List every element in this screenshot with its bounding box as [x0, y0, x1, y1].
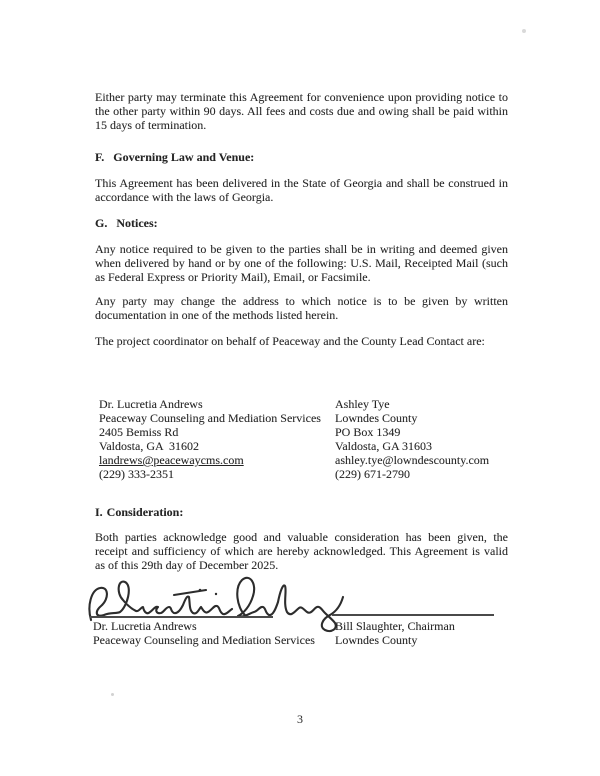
- contact-organization: Peaceway Counseling and Mediation Services: [99, 411, 321, 425]
- contact-po-box: PO Box 1349: [335, 425, 401, 439]
- section-title: Governing Law and Venue:: [113, 150, 255, 164]
- contact-city-state-zip: Valdosta, GA 31602: [99, 439, 199, 453]
- contact-block-county: [335, 397, 580, 481]
- signatory-county: [335, 619, 455, 647]
- section-label: F.: [95, 150, 105, 164]
- signatory-peaceway: [93, 619, 315, 647]
- section-heading-governing-law: [95, 150, 508, 164]
- signature-line-county: [332, 614, 494, 616]
- section-title: Consideration:: [106, 505, 184, 519]
- page-number: 3: [297, 712, 303, 726]
- signatory-organization: Peaceway Counseling and Mediation Services: [93, 633, 315, 647]
- scan-speck: [522, 29, 526, 33]
- consideration-paragraph: Both parties acknowledge good and valuable consideration has been given, the receipt and sufficiency of which are hereby acknowledged. This Agreement is valid as of this 29th day of December 2025.: [95, 530, 508, 572]
- contact-block-peaceway: [99, 397, 344, 481]
- section-label: G.: [95, 216, 108, 230]
- contact-organization: Lowndes County: [335, 411, 418, 425]
- section-heading-notices: [95, 216, 508, 230]
- contact-phone: (229) 671-2790: [335, 467, 410, 481]
- contact-name: Ashley Tye: [335, 397, 390, 411]
- contact-name: Dr. Lucretia Andrews: [99, 397, 203, 411]
- notices-paragraph-2: Any party may change the address to which notice is to be given by written documentation in one of the methods listed herein.: [95, 294, 508, 322]
- notices-paragraph-1: Any notice required to be given to the parties shall be in writing and deemed given when delivered by hand or by one of the following: U.S. Mail, Receipted Mail (such as Federal Express or Priority Mail), Email, or Facsimile.: [95, 242, 508, 284]
- contact-email: landrews@peacewaycms.com: [99, 453, 244, 467]
- contact-phone: (229) 333-2351: [99, 467, 174, 481]
- termination-paragraph: Either party may terminate this Agreement for convenience upon providing notice to the other party within 90 days. All fees and costs due and owing shall be paid within 15 days of termination.: [95, 90, 508, 132]
- governing-law-paragraph: This Agreement has been delivered in the State of Georgia and shall be construed in accordance with the laws of Georgia.: [95, 176, 508, 204]
- section-heading-consideration: [95, 505, 508, 519]
- signature-line-peaceway: [90, 616, 273, 618]
- section-title: Notices:: [116, 216, 158, 230]
- contact-email: ashley.tye@lowndescounty.com: [335, 453, 490, 467]
- signatory-printed-name: Dr. Lucretia Andrews: [93, 619, 197, 633]
- scan-speck: [111, 693, 114, 696]
- signatory-printed-name: Bill Slaughter, Chairman: [335, 619, 455, 633]
- contact-city-state-zip: Valdosta, GA 31603: [335, 439, 432, 453]
- coordinator-intro: The project coordinator on behalf of Peaceway and the County Lead Contact are:: [95, 334, 485, 348]
- signatory-organization: Lowndes County: [335, 633, 418, 647]
- section-label: I.: [95, 505, 103, 519]
- contact-street: 2405 Bemiss Rd: [99, 425, 179, 439]
